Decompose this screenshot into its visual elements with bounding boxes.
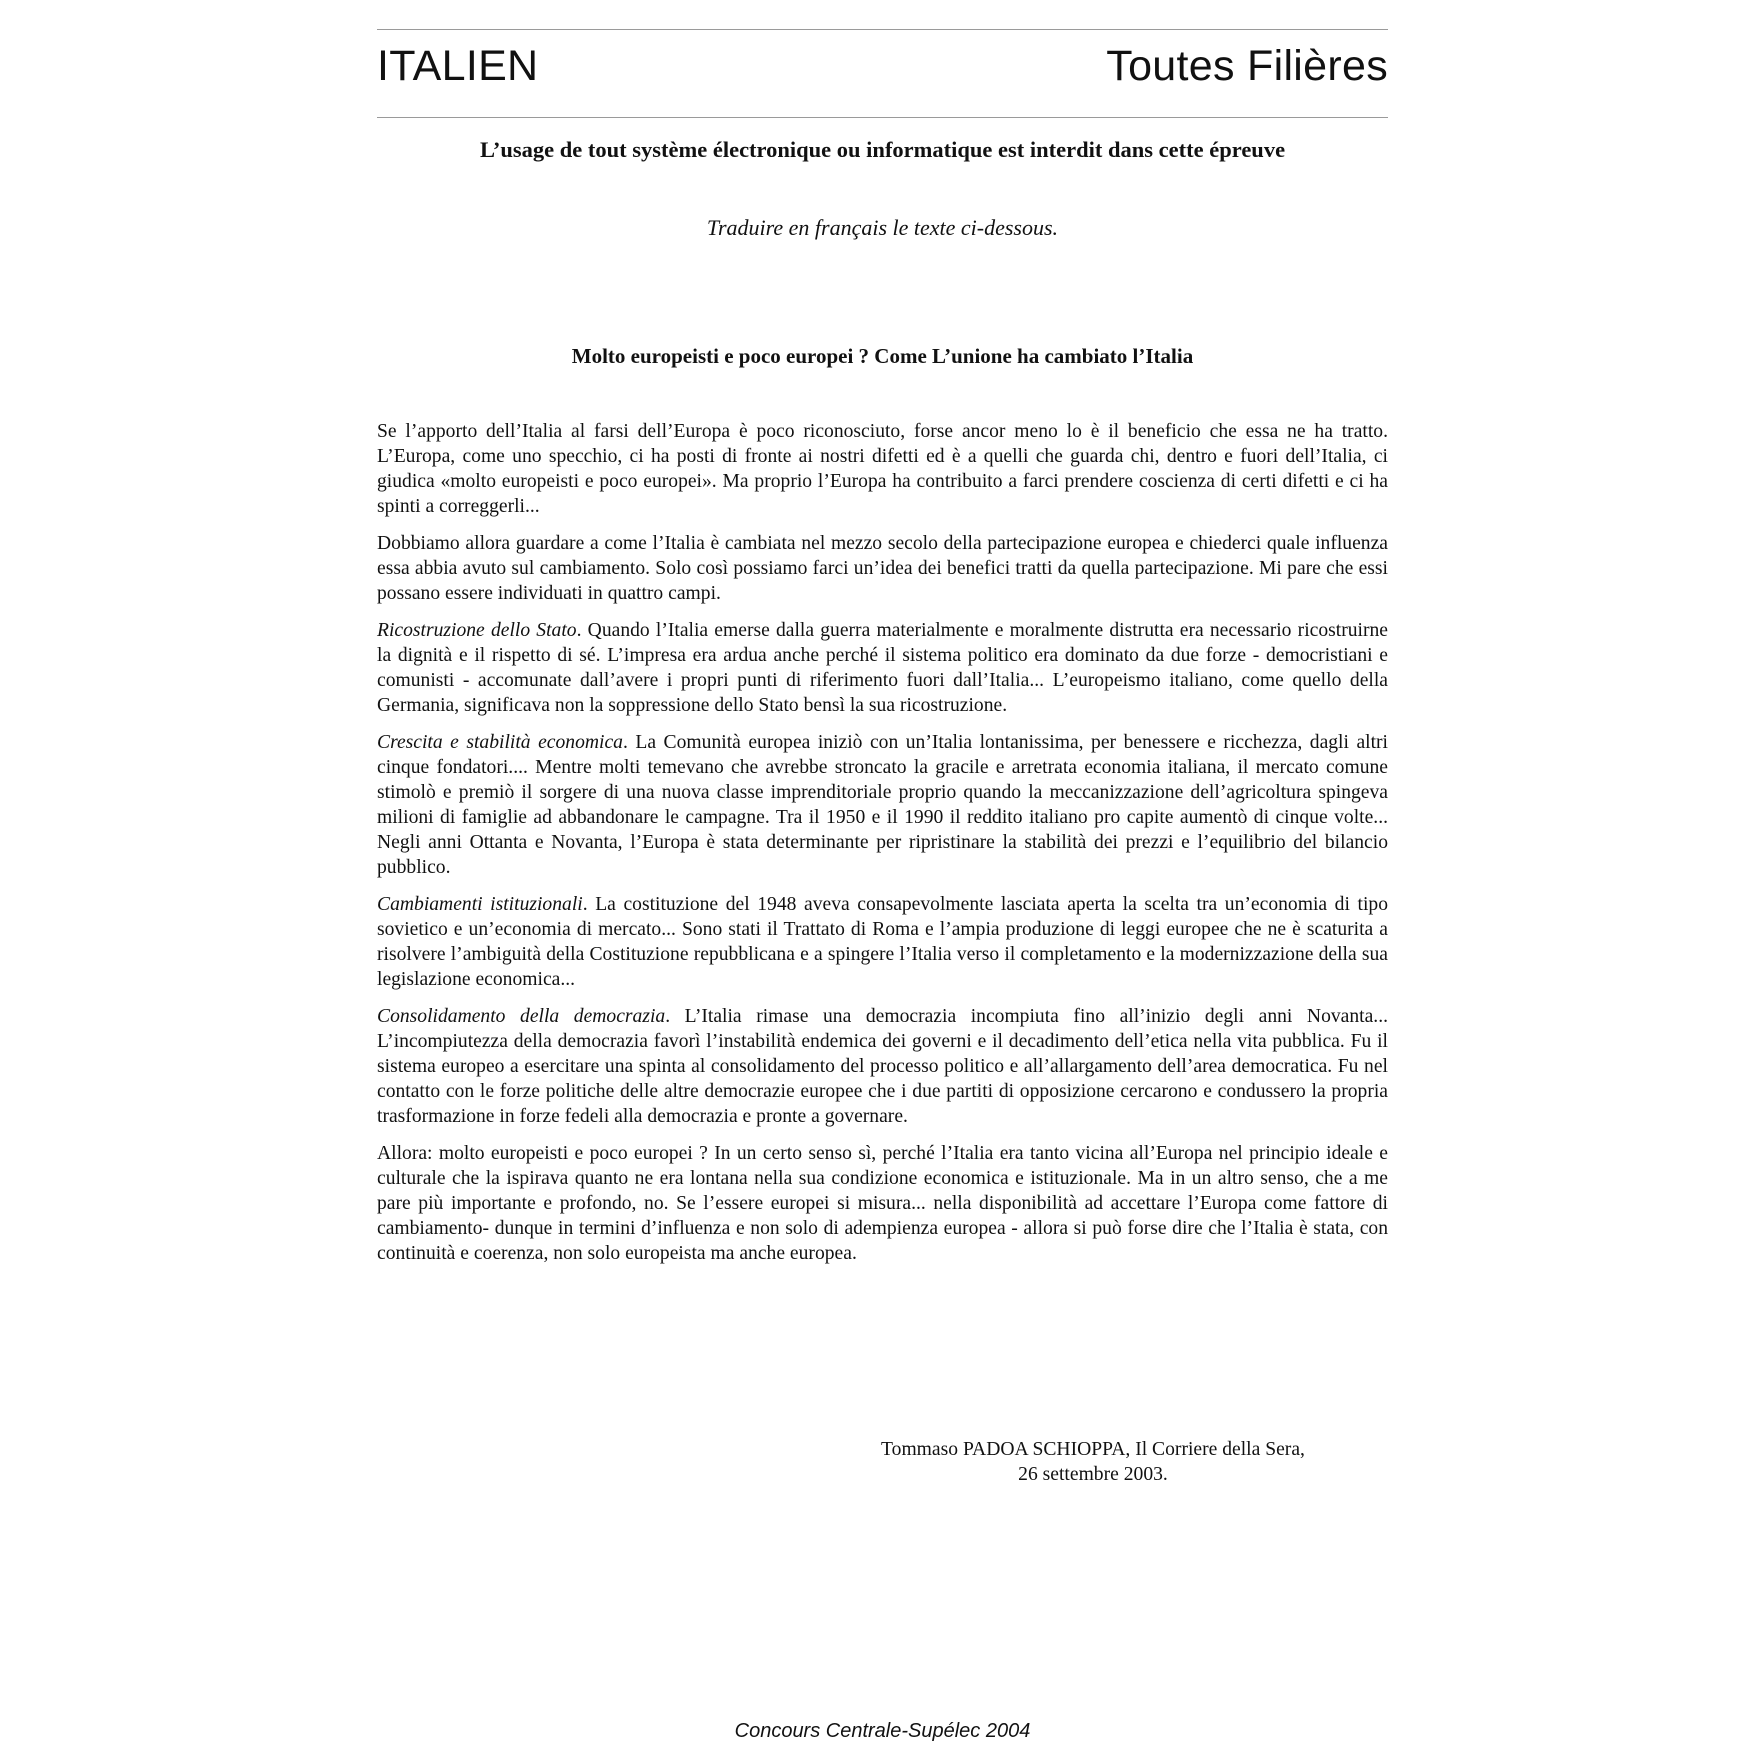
paragraph: Cambiamenti istituzionali. La costituzione del 1948 aveva consapevolmente lasciata aperta la scelta tra un’economia di tipo sovietico e un’economia di mercato... Sono stati il Trattato di Roma e l’ampia produzione di leggi europee che ne è scaturita a risolvere l’ambiguità della Costituzione repubblicana e a spingere l’Italia verso il completamento e la modernizzazione della sua legislazione economica... — [377, 894, 1388, 990]
section-lead: Ricostruzione dello Stato — [377, 620, 577, 641]
article-body — [377, 419, 1388, 1278]
page-header — [377, 36, 1388, 96]
signature-author-line: Tommaso PADOA SCHIOPPA, Il Corriere della Sera, — [881, 1439, 1305, 1460]
paragraph: Consolidamento della democrazia. L’Italia rimase una democrazia incompiuta fino all’inizio degli anni Novanta... L’incompiutezza della democrazia favorì l’instabilità endemica dei governi e il decadimento dell’etica nella vita pubblica. Fu il sistema europeo a esercitare una spinta al consolidamento del processo politico e all’allargamento dell’area democratica. Fu nel contatto con le forze politiche delle altre democrazie europee che i due partiti di opposizione cercarono e condussero la propria trasformazione in forze fedeli alla democrazia e pronte a governare. — [377, 1006, 1388, 1127]
subject-title: ITALIEN — [377, 42, 539, 90]
translation-instruction: Traduire en français le texte ci-dessous. — [706, 215, 1059, 240]
paragraph: Crescita e stabilità economica. La Comunità europea iniziò con un’Italia lontanissima, per benessere e ricchezza, dagli altri cinque fondatori.... Mentre molti temevano che avrebbe stroncato la gracile e arretrata economia italiana, il mercato comune stimolò e premiò il sorgere di una nuova classe imprenditoriale proprio quando la meccanizzazione dell’agricoltura spingeva milioni di famiglie ad abbandonare le campagne. Tra il 1950 e il 1990 il reddito italiano pro capite aumentò di cinque volte... Negli anni Ottanta e Novanta, l’Europa è stata determinante per ripristinare la stabilità dei prezzi e l’equilibrio del bilancio pubblico. — [377, 732, 1388, 878]
paragraph: Allora: molto europeisti e poco europei ? In un certo senso sì, perché l’Italia era tanto vicina all’Europa nel principio ideale e culturale che la ispirava quanto ne era lontana nella sua condizione economica e istituzionale. Ma in un altro senso, che a me pare più importante e profondo, no. Se l’essere europei si misura... nella disponibilità ad accettare l’Europa come fattore di cambiamento- dunque in termini d’influenza e non solo di adempienza europea - allora si può forse dire che l’Italia è stata, con continuità e coerenza, non solo europeista ma anche europea. — [377, 1143, 1388, 1264]
paragraph: Dobbiamo allora guardare a come l’Italia è cambiata nel mezzo secolo della partecipazione europea e chiederci quale influenza essa abbia avuto sul cambiamento. Solo così possiamo farci un’idea dei benefici tratti da quella partecipazione. Mi pare che essi possano essere individuati in quattro campi. — [377, 533, 1388, 604]
track-title: Toutes Filières — [1106, 42, 1388, 90]
paragraph: Ricostruzione dello Stato. Quando l’Italia emerse dalla guerra materialmente e moralmente distrutta era necessario ricostruirne la dignità e il rispetto di sé. L’impresa era ardua anche perché il sistema politico era dominato da due forze - democristiani e comunisti - accomunate dall’avere i propri punti di riferimento fuori dall’Italia... L’europeismo italiano, come quello della Germania, significava non la soppressione dello Stato bensì la sua ricostruzione. — [377, 620, 1388, 716]
section-lead: Cambiamenti istituzionali — [377, 894, 583, 915]
signature-date-line: 26 settembre 2003. — [1018, 1464, 1168, 1485]
exam-page — [377, 0, 1388, 1754]
paragraph: Se l’apporto dell’Italia al farsi dell’Europa è poco riconosciuto, forse ancor meno lo è il beneficio che essa ne ha tratto. L’Europa, come uno specchio, ci ha posti di fronte ai nostri difetti ed è a quelli che guarda chi, dentro e fuori dell’Italia, ci giudica «molto europeisti e poco europei». Ma proprio l’Europa ha contribuito a farci prendere coscienza di certi difetti e ci ha spinti a correggerli... — [377, 421, 1388, 517]
header-rule — [377, 117, 1388, 118]
section-lead: Consolidamento della democrazia — [377, 1006, 666, 1027]
article-title: Molto europeisti e poco europei ? Come L’unione ha cambiato l’Italia — [571, 344, 1194, 368]
section-lead: Crescita e stabilità economica — [377, 732, 623, 753]
electronic-devices-notice: L’usage de tout système électronique ou informatique est interdit dans cette épreuve — [479, 137, 1286, 162]
author-signature — [833, 1437, 1353, 1487]
top-rule — [377, 29, 1388, 30]
page-footer: Concours Centrale-Supélec 2004 — [734, 1720, 1031, 1742]
